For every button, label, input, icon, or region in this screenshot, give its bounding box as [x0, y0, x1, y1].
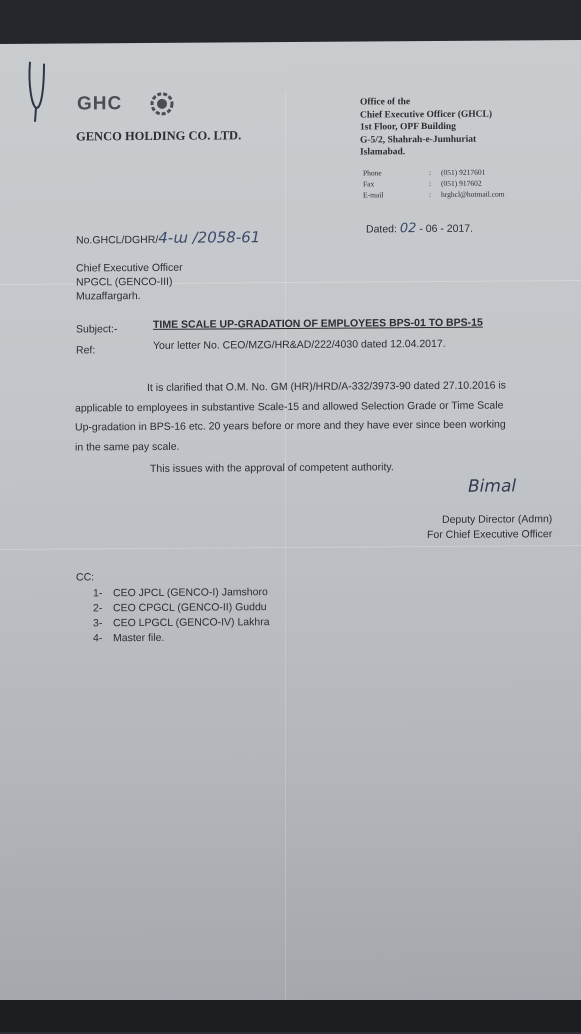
handwritten-mark	[22, 56, 52, 126]
cc-item	[93, 600, 270, 616]
body-line: in the same pay scale.	[75, 440, 180, 453]
contact-value: (051) 917602	[441, 178, 482, 188]
cc-item-number: 3-	[93, 617, 103, 630]
gear-icon	[145, 89, 179, 119]
body-line: applicable to employees in substantive Scale-15 and allowed Selection Grade or Time Scale	[75, 398, 504, 414]
letter-date	[366, 221, 473, 237]
addressee-line: NPGCL (GENCO-III)	[76, 275, 173, 289]
addressee-line: Chief Executive Officer	[76, 261, 183, 275]
addressee-line: Muzaffargarh.	[76, 290, 141, 303]
letter-number-handwritten: 4-ɯ /2058-61	[158, 228, 261, 247]
cc-item-text: CEO JPCL (GENCO-I) Jamshoro	[113, 586, 268, 600]
contact-label: Phone	[363, 168, 382, 178]
body-line: It is clarified that O.M. No. GM (HR)/HRD/A-332/3973-90 dated 27.10.2016 is	[147, 379, 506, 394]
cc-item	[93, 585, 270, 601]
approval-text: This issues with the approval of competent authority.	[150, 461, 394, 475]
contact-label: Fax	[363, 179, 375, 189]
letter-number-prefix: No.GHCL/DGHR/	[76, 233, 159, 247]
cc-item-number: 1-	[93, 587, 103, 600]
dated-label: Dated:	[366, 223, 397, 236]
body-paragraph	[75, 376, 555, 457]
company-name: GENCO HOLDING CO. LTD.	[76, 128, 242, 144]
dated-day: 02	[399, 221, 417, 237]
background-bottom	[0, 1000, 581, 1032]
office-line: 1st Floor, OPF Building	[360, 121, 456, 133]
ref-label: Ref:	[76, 344, 96, 357]
subject-label: Subject:-	[76, 323, 118, 336]
fold-line	[0, 545, 581, 550]
signature: Bimal	[468, 476, 517, 497]
company-logo	[77, 93, 122, 115]
body-line: Up-gradation in BPS-16 etc. 20 years before or more and they have ever since been working	[75, 418, 506, 434]
cc-label: CC:	[76, 571, 95, 584]
letter-page	[0, 40, 581, 1006]
office-line: Islamabad.	[360, 147, 406, 158]
cc-item-number: 2-	[93, 602, 103, 615]
cc-list	[93, 585, 270, 646]
cc-item-number: 4-	[93, 632, 103, 645]
signatory-designation: Deputy Director (Admn)	[442, 513, 553, 526]
fold-line	[285, 92, 286, 1032]
contact-value: (051) 9217601	[441, 167, 486, 177]
cc-item-text: CEO CPGCL (GENCO-II) Guddu	[113, 601, 267, 615]
cc-item-text: Master file.	[113, 631, 165, 645]
ref-text: Your letter No. CEO/MZG/HR&AD/222/4030 dated 12.04.2017.	[153, 337, 446, 352]
subject-text: TIME SCALE UP-GRADATION OF EMPLOYEES BPS-01 TO BPS-15	[153, 316, 483, 331]
contact-value: hrghcl@hotmail.com	[441, 189, 505, 199]
dated-rest: - 06 - 2017.	[419, 222, 474, 236]
cc-item	[93, 630, 270, 646]
office-line: G-5/2, Shahrah-e-Jumhuriat	[360, 134, 477, 145]
contact-label: E-mail	[363, 190, 384, 200]
office-address	[360, 96, 492, 159]
contact-block: Phone : (051) 9217601 Fax : (051) 917602 E-mail : hrghcl@hotmail.com	[363, 167, 505, 200]
signatory-for-line: For Chief Executive Officer	[427, 528, 553, 542]
cc-item-text: CEO LPGCL (GENCO-IV) Lakhra	[113, 616, 270, 630]
office-line: Office of the	[360, 97, 411, 108]
addressee	[76, 261, 183, 304]
logo-text: GHC	[77, 93, 123, 115]
cc-item	[93, 615, 270, 631]
letter-number	[76, 228, 260, 247]
office-line: Chief Executive Officer (GHCL)	[360, 109, 492, 120]
